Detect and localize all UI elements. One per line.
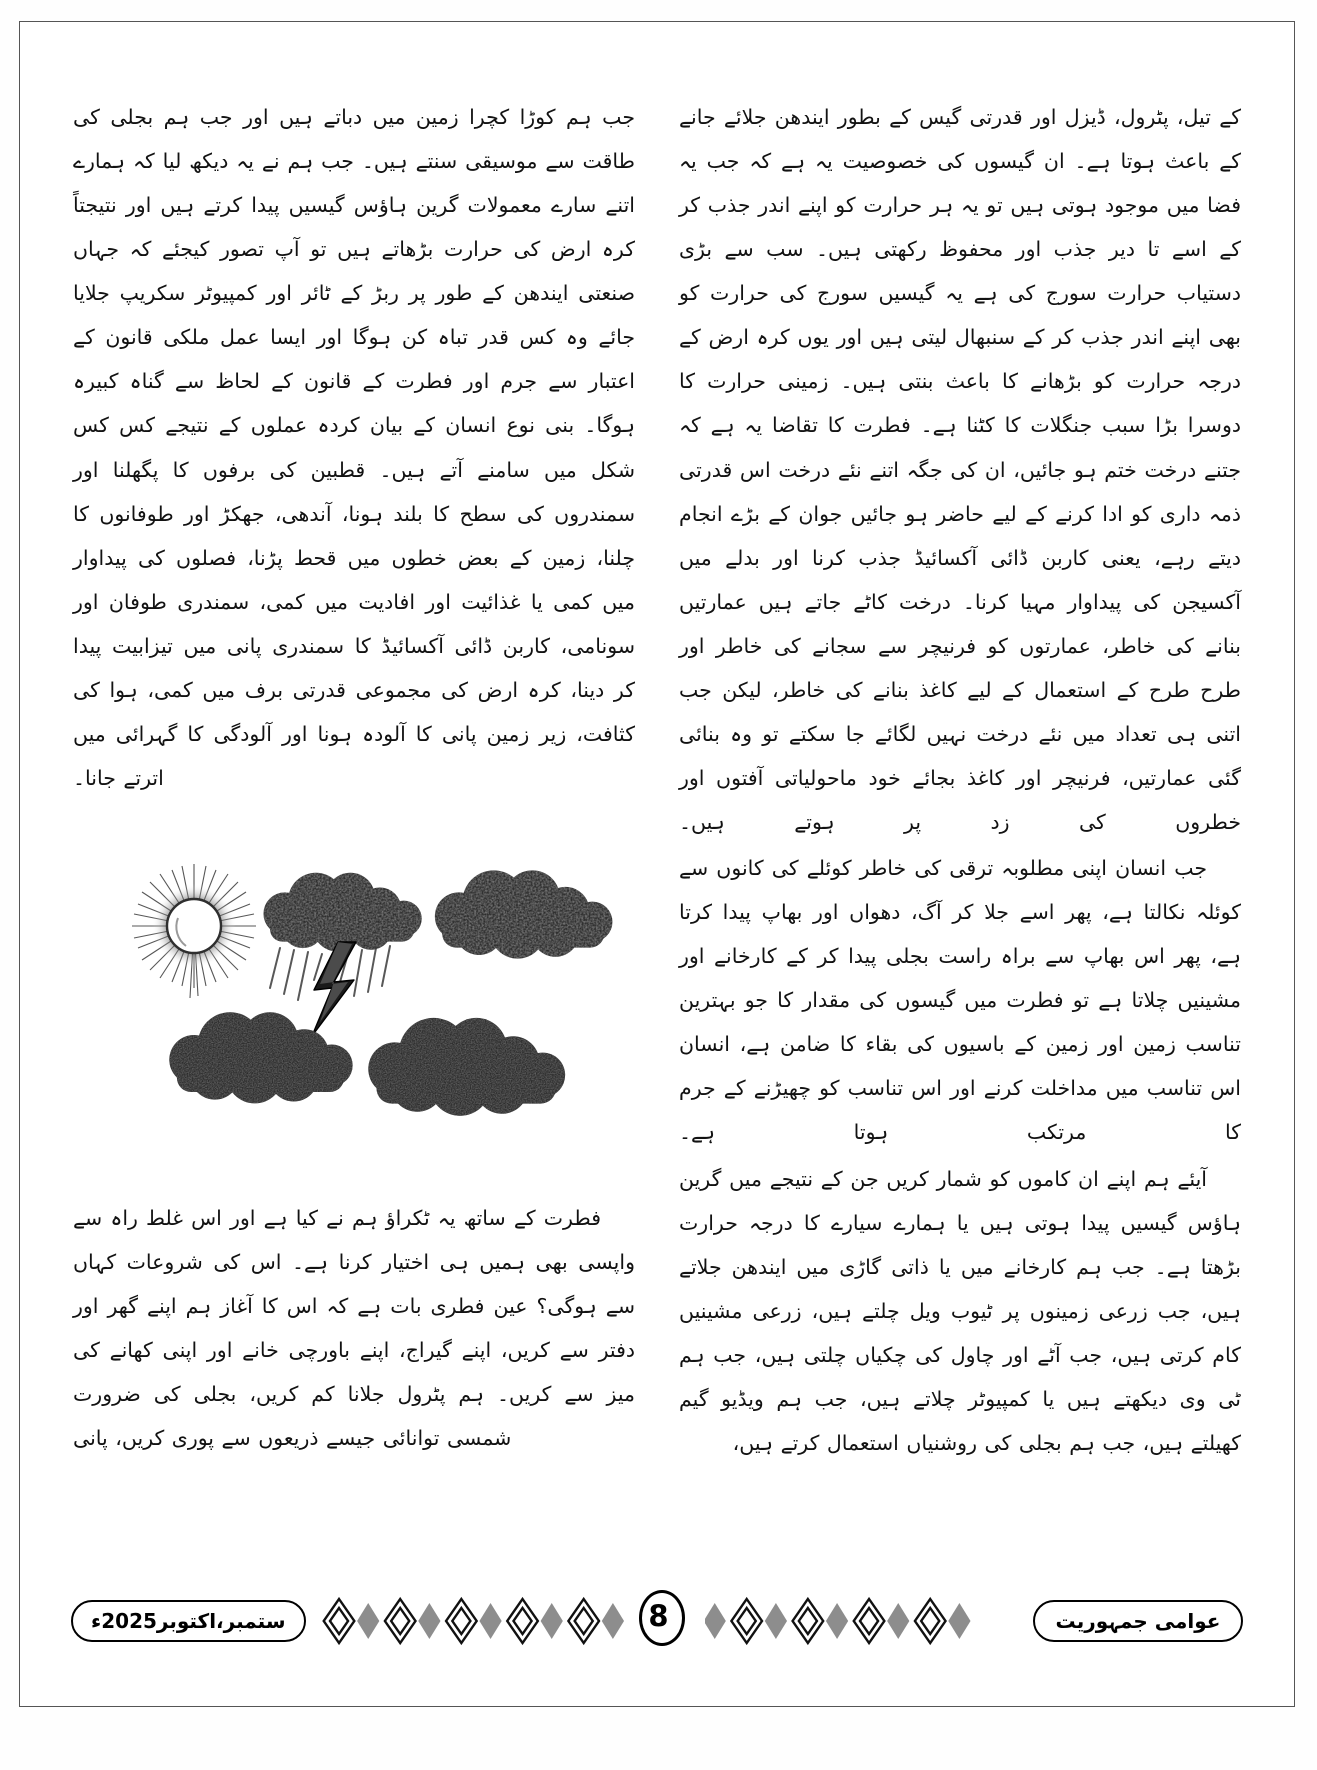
issue-date-label: ستمبر،اکتوبر2025ء <box>91 1609 286 1633</box>
issue-date-badge <box>71 1600 306 1642</box>
diamond-ornament-left <box>314 1595 634 1647</box>
article-columns <box>19 95 1295 1565</box>
right-paragraph-1: کے تیل، پٹرول، ڈیزل اور قدرتی گیس کے بطور ایندھن جلائے جانے کے باعث ہوتا ہے۔ ان گیسوں کی خصوصیت یہ ہے کہ جب یہ فضا میں موجود ہوتی ہیں تو یہ ہر حرارت کو اپنے اندر جذب کر کے اسے تا دیر جذب اور محفوظ رکھتی ہیں۔ سب سے بڑی دستیاب حرارت سورج کی ہے یہ گیسیں سورج کی حرارت کو بھی اپنے اندر جذب کر کے سنبھال لیتی ہیں اور یوں کرہ ارض کے درجہ حرارت کو بڑھانے کا باعث بنتی ہیں۔ زمینی حرارت کا دوسرا بڑا سبب جنگلات کا کٹنا ہے۔ فطرت کا تقاضا یہ ہے کہ جتنے درخت ختم ہو جائیں، ان کی جگہ اتنے نئے درخت اس قدرتی ذمہ داری کو ادا کرنے کے لیے حاضر ہو جائیں جوان کے بڑے انجام دیتے رہے، یعنی کاربن ڈائی آکسائیڈ جذب کرنا اور بدلے میں آکسیجن کی پیداوار مہیا کرنا۔ درخت کاٹے جاتے ہیں عمارتیں بنانے کی خاطر، عمارتوں کو فرنیچر سے سجانے کی خاطر اور طرح طرح کے استعمال کے لیے کاغذ بنانے کی خاطر، لیکن جب اتنی ہی تعداد میں نئے درخت نہیں لگائے جا سکتے تو وہ بنائی گئی عمارتیں، فرنیچر اور کاغذ بجائے خود ماحولیاتی آفتوں اور خطروں کی زد پر ہوتے ہیں۔ <box>679 105 1241 834</box>
sun-icon <box>132 864 256 998</box>
diamond-ornament-right <box>705 1595 1025 1647</box>
cumulus-cloud-icon <box>368 1018 565 1116</box>
magazine-brand-label: عوامی جمہوریت <box>1055 1609 1221 1633</box>
weather-illustration <box>73 826 635 1166</box>
thundercloud-rain-icon <box>263 873 421 1036</box>
page-number-badge <box>633 1588 685 1644</box>
page-number-text: 8 <box>648 1598 669 1633</box>
magazine-brand-badge <box>1033 1600 1243 1642</box>
cumulus-cloud-icon <box>435 870 613 958</box>
cumulus-cloud-icon <box>169 1012 352 1103</box>
left-text-column <box>67 95 657 1565</box>
right-text-column <box>657 95 1247 1565</box>
right-paragraph-2: جب انسان اپنی مطلوبہ ترقی کی خاطر کوئلے کی کانوں سے کوئلہ نکالتا ہے، پھر اسے جلا کر آگ، دھواں اور بھاپ پیدا کرتا ہے، پھر اس بھاپ سے براہ راست بجلی پیدا کر کے کارخانے اور مشینیں چلاتا ہے تو فطرت میں گیسوں کی مقدار کا جو بہترین تناسب زمین اور زمین کے باسیوں کی بقاء کا ضامن ہے، انسان اس تناسب میں مداخلت کرنے اور اس تناسب کو چھیڑنے کے جرم کا مرتکب ہوتا ہے۔ <box>679 856 1241 1145</box>
right-paragraph-3: آیئے ہم اپنے ان کاموں کو شمار کریں جن کے نتیجے میں گرین ہاؤس گیسیں پیدا ہوتی ہیں یا ہمارے سیارے کا درجہ حرارت بڑھتا ہے۔ جب ہم کارخانے میں یا ذاتی گاڑی میں ایندھن جلاتے ہیں، جب زرعی زمینوں پر ٹیوب ویل چلتے ہیں، زرعی مشینیں کام کرتی ہیں، جب آٹے اور چاول کی چکیاں چلتی ہیں، جب ہم ٹی وی دیکھتے ہیں یا کمپیوٹر چلاتے ہیں، جب ہم ویڈیو گیم کھیلتے ہیں، جب ہم بجلی کی روشنیاں استعمال کرتے ہیں، <box>679 1166 1241 1455</box>
left-paragraph-bottom: فطرت کے ساتھ یہ ٹکراؤ ہم نے کیا ہے اور اس غلط راہ سے واپسی بھی ہمیں ہی اختیار کرنا ہے۔ اس کی شروعات کہاں سے ہوگی؟ عین فطری بات ہے کہ اس کا آغاز ہم اپنے گھر اور دفتر سے کریں، اپنے گیراج، اپنے باورچی خانے اور اپنی کھانے کی میز سے کریں۔ ہم پٹرول جلانا کم کریں، بجلی کی ضرورت شمسی توانائی جیسے ذریعوں سے پوری کریں، پانی <box>73 1206 635 1451</box>
left-paragraph-top: جب ہم کوڑا کچرا زمین میں دباتے ہیں اور جب ہم بجلی کی طاقت سے موسیقی سنتے ہیں۔ جب ہم نے یہ دیکھ لیا کہ ہمارے اتنے سارے معمولات گرین ہاؤس گیسیں پیدا کرتے ہیں اور نتیجتاً کرہ ارض کی حرارت بڑھاتے ہیں تو آپ تصور کیجئے کہ جہاں صنعتی ایندھن کے طور پر ربڑ کے ٹائر اور کمپیوٹر سکریپ جلایا جائے وہ کس قدر تباہ کن ہوگا اور ایسا عمل ملکی قانون کے اعتبار سے جرم اور فطرت کے قانون کے لحاظ سے گناہ کبیرہ ہوگا۔ بنی نوع انسان کے بیان کردہ عملوں کے نتیجے کس کس شکل میں سامنے آتے ہیں۔ قطبین کی برفوں کا پگھلنا اور سمندروں کی سطح کا بلند ہونا، آندھی، جھکڑ اور طوفانوں کا چلنا، زمین کے بعض خطوں میں قحط پڑنا، فصلوں کی پیداوار میں کمی یا غذائیت اور افادیت میں کمی، سمندری طوفان اور سونامی، کاربن ڈائی آکسائیڈ کا سمندری پانی میں تیزابیت پیدا کر دینا، کرہ ارض کی مجموعی قدرتی برف میں کمی، ہوا کی کثافت، زیر زمین پانی کا آلودہ ہونا اور آلودگی کا گہرائی میں اترتے جانا۔ <box>73 105 635 790</box>
